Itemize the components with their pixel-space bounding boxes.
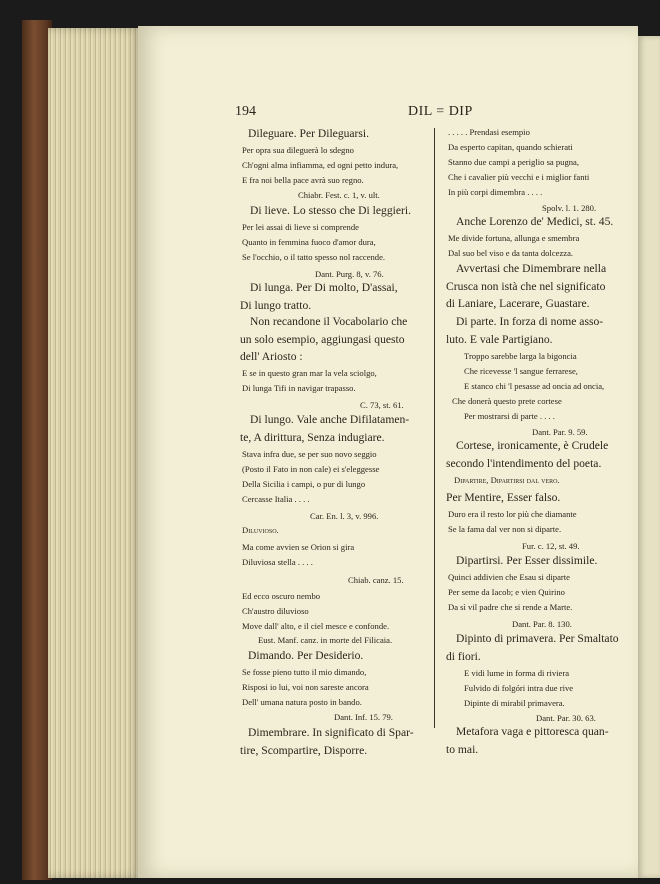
text-line: un solo esempio, aggiungasi questo — [240, 333, 405, 346]
text-line: di fiori. — [446, 650, 481, 663]
text-line: Dipartirsi. Per Esser dissimile. — [456, 554, 598, 567]
text-line: Dipartire, Dipartirsi dal vero. — [454, 475, 560, 485]
column-rule — [434, 128, 435, 728]
text-line: Crusca non istà che nel significato — [446, 280, 606, 293]
text-line: Ch'ogni alma infiamma, ed ogni petto indura, — [242, 160, 399, 170]
text-line: tire, Scompartire, Disporre. — [240, 744, 368, 757]
text-line: Di lunga Tifi in navigar trapasso. — [242, 383, 356, 393]
text-line: Fulvido di folgóri intra due rive — [464, 683, 574, 693]
text-line: Stava infra due, se per suo novo seggio — [242, 449, 377, 459]
text-line: Ch'austro diluvioso — [242, 606, 309, 616]
text-line: Dimando. Per Desiderio. — [248, 649, 364, 662]
text-line: Dant. Par. 9. 59. — [532, 427, 588, 437]
text-line: Dant. Par. 8. 130. — [512, 619, 572, 629]
text-line: Eust. Manf. canz. in morte del Filicaia. — [258, 635, 393, 645]
page-header — [0, 104, 660, 126]
text-line: Per Mentire, Esser falso. — [446, 491, 561, 504]
text-line: Cercasse Italia . . . . — [242, 494, 310, 504]
text-line: Che ricevesse 'l sangue ferrarese, — [464, 366, 578, 376]
text-line: Che i cavalier più vecchi e i miglior fanti — [448, 172, 590, 182]
text-line: Se l'occhio, o il tatto spesso nol raccende. — [242, 252, 386, 262]
book-page — [138, 26, 638, 878]
text-line: Dant. Inf. 15. 79. — [334, 712, 393, 722]
text-line: Di lungo tratto. — [240, 299, 312, 312]
text-line: Dipinte di mirabil primavera. — [464, 698, 565, 708]
page-edges — [48, 28, 142, 878]
text-line: Cortese, ironicamente, è Crudele — [456, 439, 609, 452]
text-line: te, A dirittura, Senza indugiare. — [240, 431, 385, 444]
text-line: Non recandone il Vocabolario che — [250, 315, 408, 328]
text-line: C. 73, st. 61. — [360, 400, 404, 410]
text-line: Troppo sarebbe larga la bigoncia — [464, 351, 577, 361]
text-line: E vidi lume in forma di riviera — [464, 668, 570, 678]
text-line: Che donerà questo prete cortese — [452, 396, 562, 406]
text-line: Per seme da Iacob; e vien Quirino — [448, 587, 565, 597]
text-line: Da esperto capitan, quando schierati — [448, 142, 573, 152]
text-line: Dimembrare. In significato di Spar- — [248, 726, 414, 739]
text-line: Se la fama dal ver non si diparte. — [448, 524, 562, 534]
text-line: Quanto in femmina fuoco d'amor dura, — [242, 237, 376, 247]
text-line: Dant. Par. 30. 63. — [536, 713, 596, 723]
text-line: Ma come avvien se Orion si gira — [242, 542, 355, 552]
facing-page-edge — [638, 36, 660, 878]
text-line: Dileguare. Per Dileguarsi. — [248, 127, 370, 140]
text-line: luto. E vale Partigiano. — [446, 333, 553, 346]
text-line: Dant. Purg. 8, v. 76. — [315, 269, 384, 279]
text-line: Da sì vil padre che si rende a Marte. — [448, 602, 573, 612]
text-line: Fur. c. 12, st. 49. — [522, 541, 580, 551]
page-number: 194 — [235, 104, 256, 119]
text-line: Move dall' alto, e il ciel mesce e confonde. — [242, 621, 390, 631]
text-line: E fra noi bella pace avrà suo regno. — [242, 175, 364, 185]
text-line: E se in questo gran mar la vela sciolgo, — [242, 368, 377, 378]
text-line: Dell' umana natura posto in bando. — [242, 697, 362, 707]
text-line: Della Sicilia i campi, o pur di lungo — [242, 479, 366, 489]
text-line: Chiabr. Fest. c. 1, v. ult. — [298, 190, 380, 200]
text-line: E stanco chi 'l pesasse ad oncia ad oncia, — [464, 381, 605, 391]
text-line: Dipinto di primavera. Per Smaltato — [456, 632, 619, 645]
text-line: Per opra sua dileguerà lo sdegno — [242, 145, 354, 155]
text-line: to mai. — [446, 743, 479, 756]
text-line: Spolv. l. 1. 280. — [542, 203, 597, 213]
text-line: Di lungo. Vale anche Difilatamen- — [250, 413, 410, 426]
text-line: di Laniare, Lacerare, Guastare. — [446, 297, 590, 310]
text-line: Di lieve. Lo stesso che Di leggieri. — [250, 204, 411, 217]
text-line: Se fosse pieno tutto il mio dimando, — [242, 667, 367, 677]
text-line: Anche Lorenzo de' Medici, st. 45. — [456, 215, 614, 228]
text-line: Di parte. In forza di nome asso- — [456, 315, 604, 328]
text-line: Me divide fortuna, allunga e smembra — [448, 233, 580, 243]
text-line: Diluvioso. — [242, 525, 279, 535]
text-line: secondo l'intendimento del poeta. — [446, 457, 602, 470]
text-line: Duro era il resto lor più che diamante — [448, 509, 577, 519]
text-line: Di lunga. Per Di molto, D'assai, — [250, 281, 398, 294]
text-line: Dal suo bel viso e da tanta dolcezza. — [448, 248, 574, 258]
text-line: Per lei assai di lieve si comprende — [242, 222, 359, 232]
text-line: dell' Ariosto : — [240, 350, 303, 363]
running-head: DIL = DIP — [408, 104, 473, 119]
text-line: Ed ecco oscuro nembo — [242, 591, 321, 601]
text-line: Risposi io lui, voi non sareste ancora — [242, 682, 369, 692]
text-line: Avvertasi che Dimembrare nella — [456, 262, 607, 275]
text-line: Diluviosa stella . . . . — [242, 557, 313, 567]
text-line: In più corpi dimembra . . . . — [448, 187, 543, 197]
text-line: . . . . . Prendasi esempio — [448, 127, 530, 137]
text-line: Quinci addivien che Esau si diparte — [448, 572, 570, 582]
text-line: Stanno due campi a periglio sa pugna, — [448, 157, 580, 167]
text-line: (Posto il Fato in non cale) ei s'eleggesse — [242, 464, 380, 474]
text-line: Metafora vaga e pittoresca quan- — [456, 725, 609, 738]
text-line: Car. En. l. 3, v. 996. — [310, 511, 379, 521]
text-line: Chiab. canz. 15. — [348, 575, 404, 585]
text-line: Per mostrarsi di parte . . . . — [464, 411, 555, 421]
